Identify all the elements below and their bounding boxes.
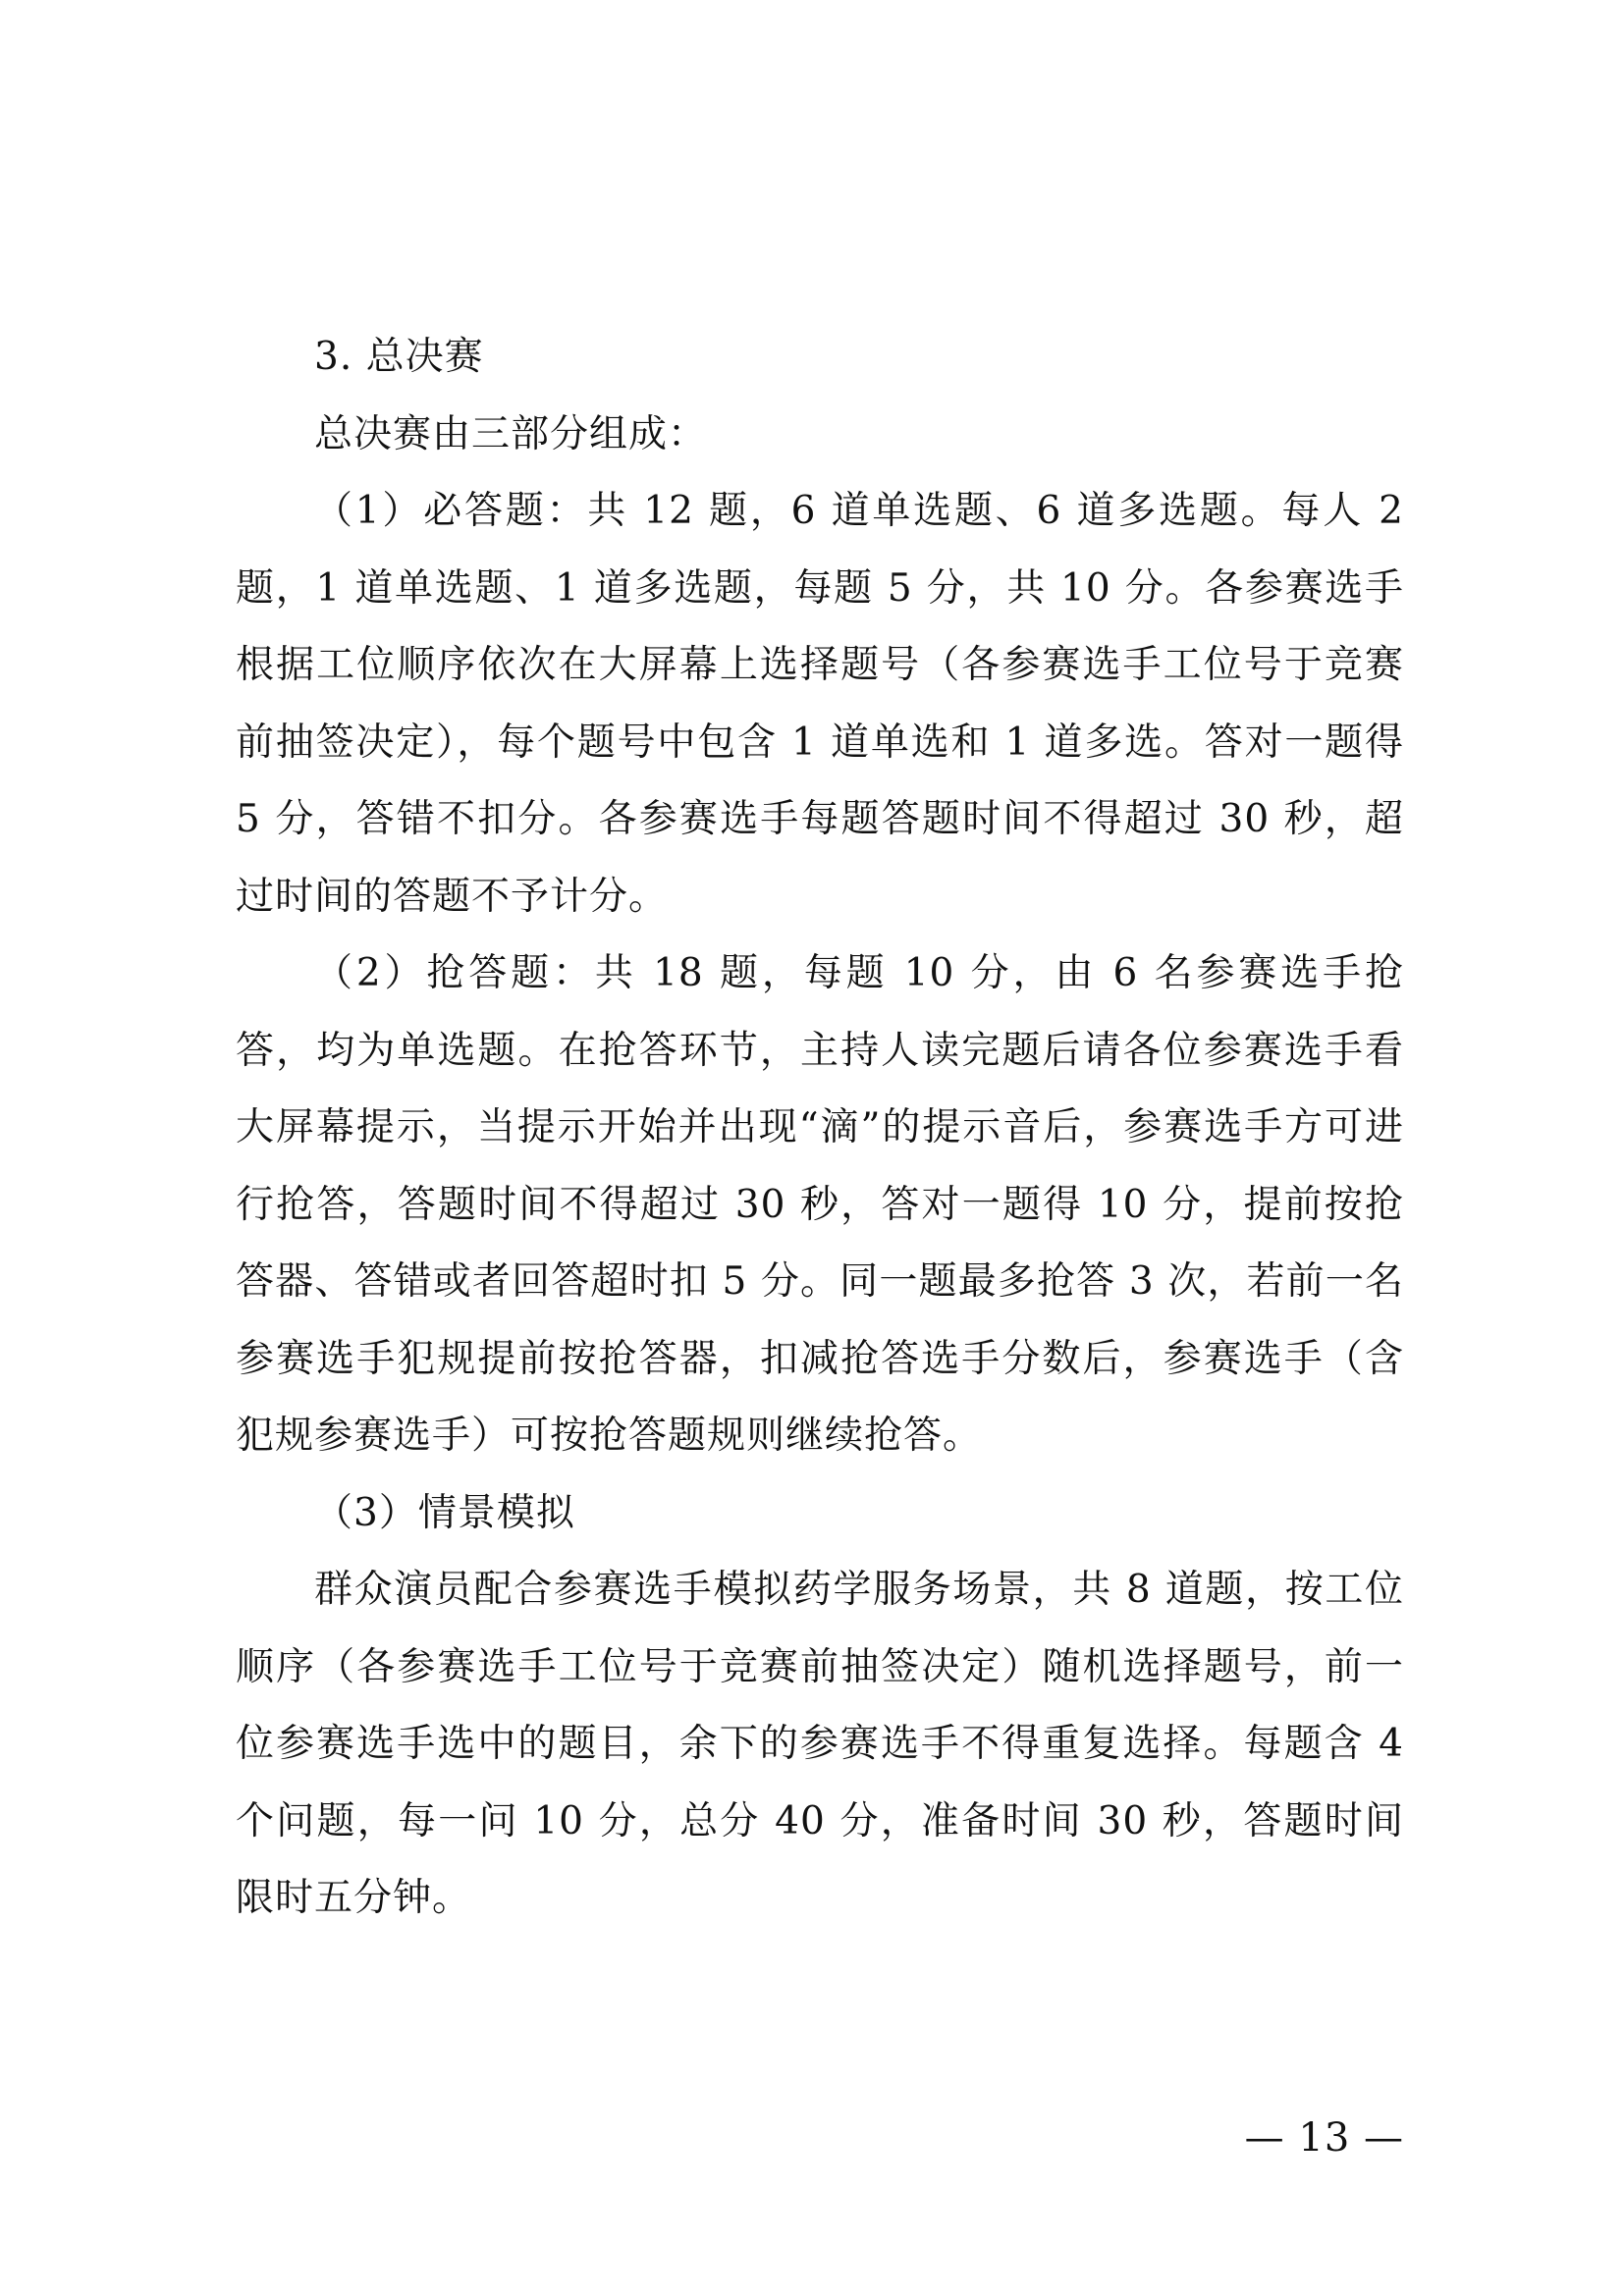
page-number: — 13 — — [1244, 2115, 1404, 2161]
scenario-simulation-heading: （3）情景模拟 — [314, 1490, 575, 1535]
section-heading-final: 3. 总决赛 — [314, 335, 484, 379]
buzzer-questions-paragraph: （2）抢答题：共 18 题，每题 10 分，由 6 名参赛选手抢答，均为单选题。在抢答环节，主持人读完题后请各位参赛选手看大屏幕提示，当提示开始并出现“滴”的提示音后，参赛选手方可进行抢答，答题时间不得超过 30 秒，答对一题得 10 分，提前按抢答器、答错或者回答超时扣 5 分。同一题最多抢答 3 次，若前一名参赛选手犯规提前按抢答器，扣减抢答选手分数后，参赛选手（含犯规参赛选手）可按抢答题规则继续抢答。 — [236, 951, 1404, 1458]
final-intro-paragraph: 总决赛由三部分组成： — [314, 411, 708, 456]
scenario-simulation-paragraph: 群众演员配合参赛选手模拟药学服务场景，共 8 道题，按工位顺序（各参赛选手工位号于竞赛前抽签决定）随机选择题号，前一位参赛选手选中的题目，余下的参赛选手不得重复选择。每题含 4 个问题，每一问 10 分，总分 40 分，准备时间 30 秒，答题时间限时五分钟。 — [236, 1568, 1404, 1920]
document-body — [236, 319, 1404, 1938]
required-questions-paragraph: （1）必答题：共 12 题，6 道单选题、6 道多选题。每人 2 题，1 道单选题、1 道多选题，每题 5 分，共 10 分。各参赛选手根据工位顺序依次在大屏幕上选择题号（各参赛选手工位号于竞赛前抽签决定），每个题号中包含 1 道单选和 1 道多选。答对一题得 5 分，答错不扣分。各参赛选手每题答题时间不得超过 30 秒，超过时间的答题不予计分。 — [236, 489, 1404, 919]
